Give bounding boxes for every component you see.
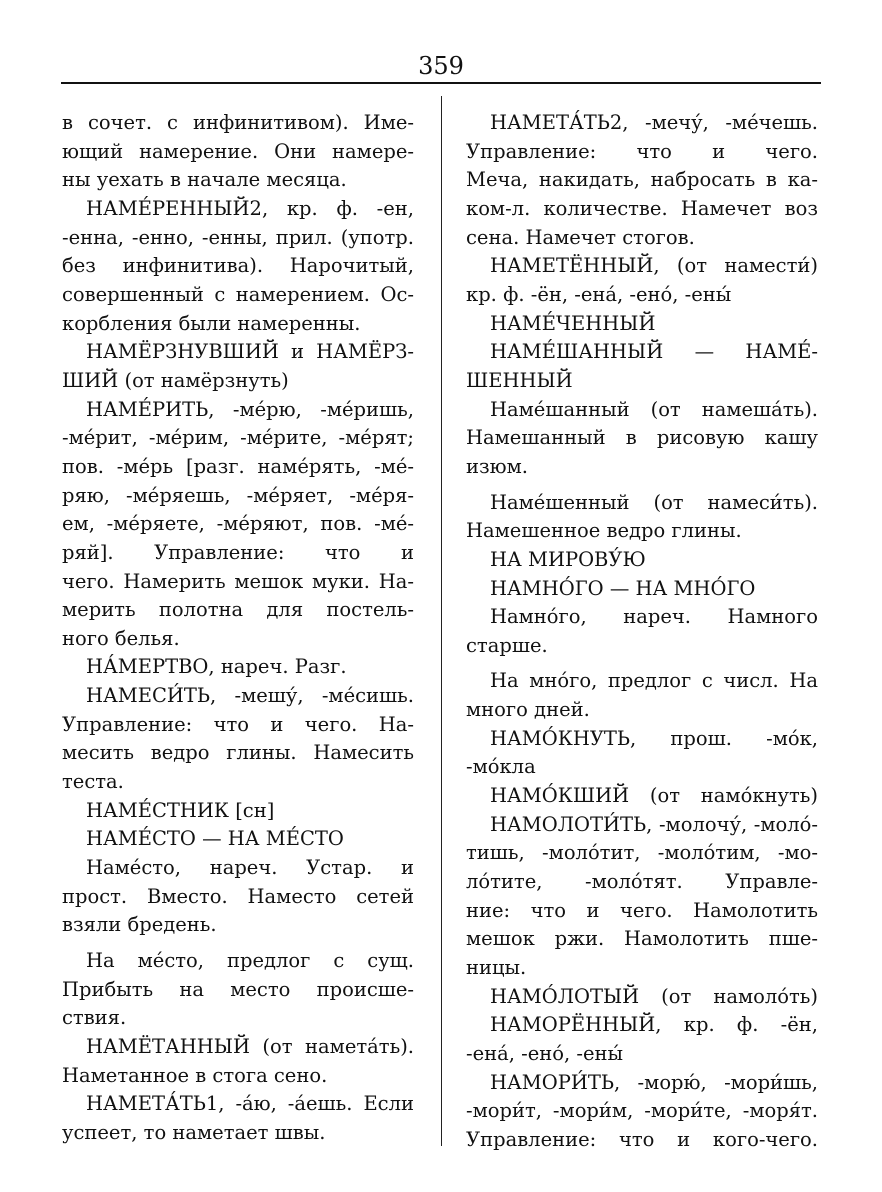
text-line: сена. Намечет стогов. bbox=[466, 225, 695, 249]
text-line: прост. Вместо. Наместо сетей bbox=[62, 884, 414, 908]
text-line: изюм. bbox=[466, 454, 528, 478]
text-line: Управление: что и чего. bbox=[466, 139, 818, 163]
text-line: НАМЕ́ЧЕННЫЙ bbox=[490, 311, 656, 335]
text-line: старше. bbox=[466, 633, 548, 657]
text-line: тишь, -моло́тит, -моло́тим, -мо- bbox=[466, 841, 818, 865]
text-line: в сочет. с инфинитивом). Име- bbox=[62, 111, 414, 134]
text-line: ряю, -ме́ряешь, -ме́ряет, -ме́ря- bbox=[62, 483, 414, 507]
right-column bbox=[466, 109, 818, 1179]
header-rule bbox=[61, 82, 821, 84]
text-line: ШИЙ (от намёрзнуть) bbox=[62, 368, 289, 392]
text-line: ние: что и чего. Намолотить bbox=[466, 898, 818, 922]
text-line: НАМЕ́ШАННЫЙ — НАМЕ́- bbox=[490, 340, 818, 364]
text-line: месить ведро глины. Намесить bbox=[62, 741, 414, 765]
text-line: ШЕННЫЙ bbox=[466, 368, 573, 392]
text-line: ем, -ме́ряете, -ме́ряют, пов. -ме́- bbox=[62, 512, 414, 536]
text-line: НАМЕТА́ТЬ2, -мечу́, -ме́чешь. bbox=[490, 111, 818, 134]
text-line: Намешанный в рисовую кашу bbox=[466, 426, 818, 450]
text-line: -мо́кла bbox=[466, 755, 536, 779]
text-line: ющий намерение. Они намере- bbox=[62, 139, 414, 163]
text-line: ряй]. Управление: что и bbox=[62, 540, 414, 564]
text-line: совершенный с намерением. Ос- bbox=[62, 282, 414, 306]
text-line: НАМЕТА́ТЬ1, -а́ю, -а́ешь. Если bbox=[86, 1092, 414, 1116]
text-line: Намно́го, нареч. Намного bbox=[490, 605, 818, 629]
text-line: ком-л. количестве. Намечет воз bbox=[466, 196, 818, 220]
text-line: теста. bbox=[62, 770, 124, 794]
text-line: кр. ф. -ён, -ена́, -ено́, -ены́ bbox=[466, 282, 732, 306]
text-line: НАМОРИ́ТЬ, -морю́, -мори́шь, bbox=[490, 1070, 818, 1094]
text-line: НАМЁТАННЫЙ (от намета́ть). bbox=[86, 1035, 414, 1058]
text-line: НА́МЕРТВО, нареч. Разг. bbox=[86, 655, 347, 679]
text-line: ло́тите, -моло́тят. Управле- bbox=[466, 870, 818, 894]
text-line: -енна, -енно, -енны, прил. (употр. bbox=[62, 225, 414, 249]
left-column bbox=[62, 109, 414, 1179]
text-line: чего. Намерить мешок муки. На- bbox=[62, 569, 414, 593]
text-line: ны уехать в начале месяца. bbox=[62, 168, 347, 192]
text-line: НАМЕСИ́ТЬ, -мешу́, -ме́сишь. bbox=[86, 684, 414, 708]
text-line: ницы. bbox=[466, 956, 527, 980]
text-line: НАМО́ЛОТЫЙ (от намоло́ть) bbox=[490, 984, 818, 1008]
text-line: НАМО́КШИЙ (от намо́кнуть) bbox=[490, 784, 818, 808]
text-line: НАМОРЁННЫЙ, кр. ф. -ён, bbox=[490, 1013, 818, 1037]
text-line: -ена́, -ено́, -ены́ bbox=[466, 1042, 624, 1065]
text-line: НАМОЛОТИ́ТЬ, -молочу́, -моло́- bbox=[490, 812, 818, 836]
text-line: много дней. bbox=[466, 698, 590, 722]
text-line: Меча, накидать, набросать в ка- bbox=[466, 168, 818, 192]
text-line: ствия. bbox=[62, 1006, 127, 1030]
text-line: НАМЕ́РИТЬ, -ме́рю, -ме́ришь, bbox=[86, 397, 414, 421]
text-line: пов. -ме́рь [разг. наме́рять, -ме́- bbox=[62, 454, 414, 478]
text-line: Управление: что и чего. На- bbox=[62, 712, 414, 736]
text-line: -ме́рит, -ме́рим, -ме́рите, -ме́рят; bbox=[62, 426, 414, 450]
text-line: корбления были намеренны. bbox=[62, 311, 361, 335]
text-line: НАМО́КНУТЬ, прош. -мо́к, bbox=[490, 726, 818, 750]
text-line: НАМЕТЁННЫЙ, (от намести́) bbox=[490, 254, 818, 278]
text-line: Управление: что и кого-чего. bbox=[466, 1127, 818, 1151]
text-line: НАМЕ́РЕННЫЙ2, кр. ф. -ен, bbox=[86, 196, 414, 220]
column-divider bbox=[441, 96, 442, 1146]
text-line: -мори́т, -мори́м, -мори́те, -моря́т. bbox=[466, 1099, 818, 1123]
text-line: Прибыть на место происше- bbox=[62, 977, 414, 1001]
text-line: НА МИРОВУ́Ю bbox=[490, 547, 646, 571]
text-line: взяли бредень. bbox=[62, 913, 217, 937]
text-line: На мно́го, предлог с числ. На bbox=[490, 669, 818, 693]
page-number: 359 bbox=[418, 52, 464, 80]
text-line: НАМНО́ГО — НА МНО́ГО bbox=[490, 576, 756, 600]
text-line: Наме́шанный (от намеша́ть). bbox=[490, 397, 818, 421]
text-line: Наме́шенный (от намеси́ть). bbox=[490, 490, 818, 514]
text-line: Наме́сто, нареч. Устар. и bbox=[86, 856, 414, 880]
text-line: Наметанное в стога сено. bbox=[62, 1063, 328, 1087]
text-line: мешок ржи. Намолотить пше- bbox=[466, 927, 818, 951]
text-line: ного белья. bbox=[62, 626, 180, 650]
text-line: Намешенное ведро глины. bbox=[466, 519, 742, 543]
text-line: НАМЕ́СТО — НА МЕ́СТО bbox=[86, 827, 344, 851]
text-line: НАМЁРЗНУВШИЙ и НАМЁРЗ- bbox=[86, 340, 414, 364]
text-line: мерить полотна для постель- bbox=[62, 598, 414, 622]
text-line: На ме́сто, предлог с сущ. bbox=[86, 949, 414, 973]
text-line: успеет, то наметает швы. bbox=[62, 1120, 326, 1144]
text-line: без инфинитива). Нарочитый, bbox=[62, 254, 414, 278]
text-line: НАМЕ́СТНИК [сн] bbox=[86, 798, 275, 822]
